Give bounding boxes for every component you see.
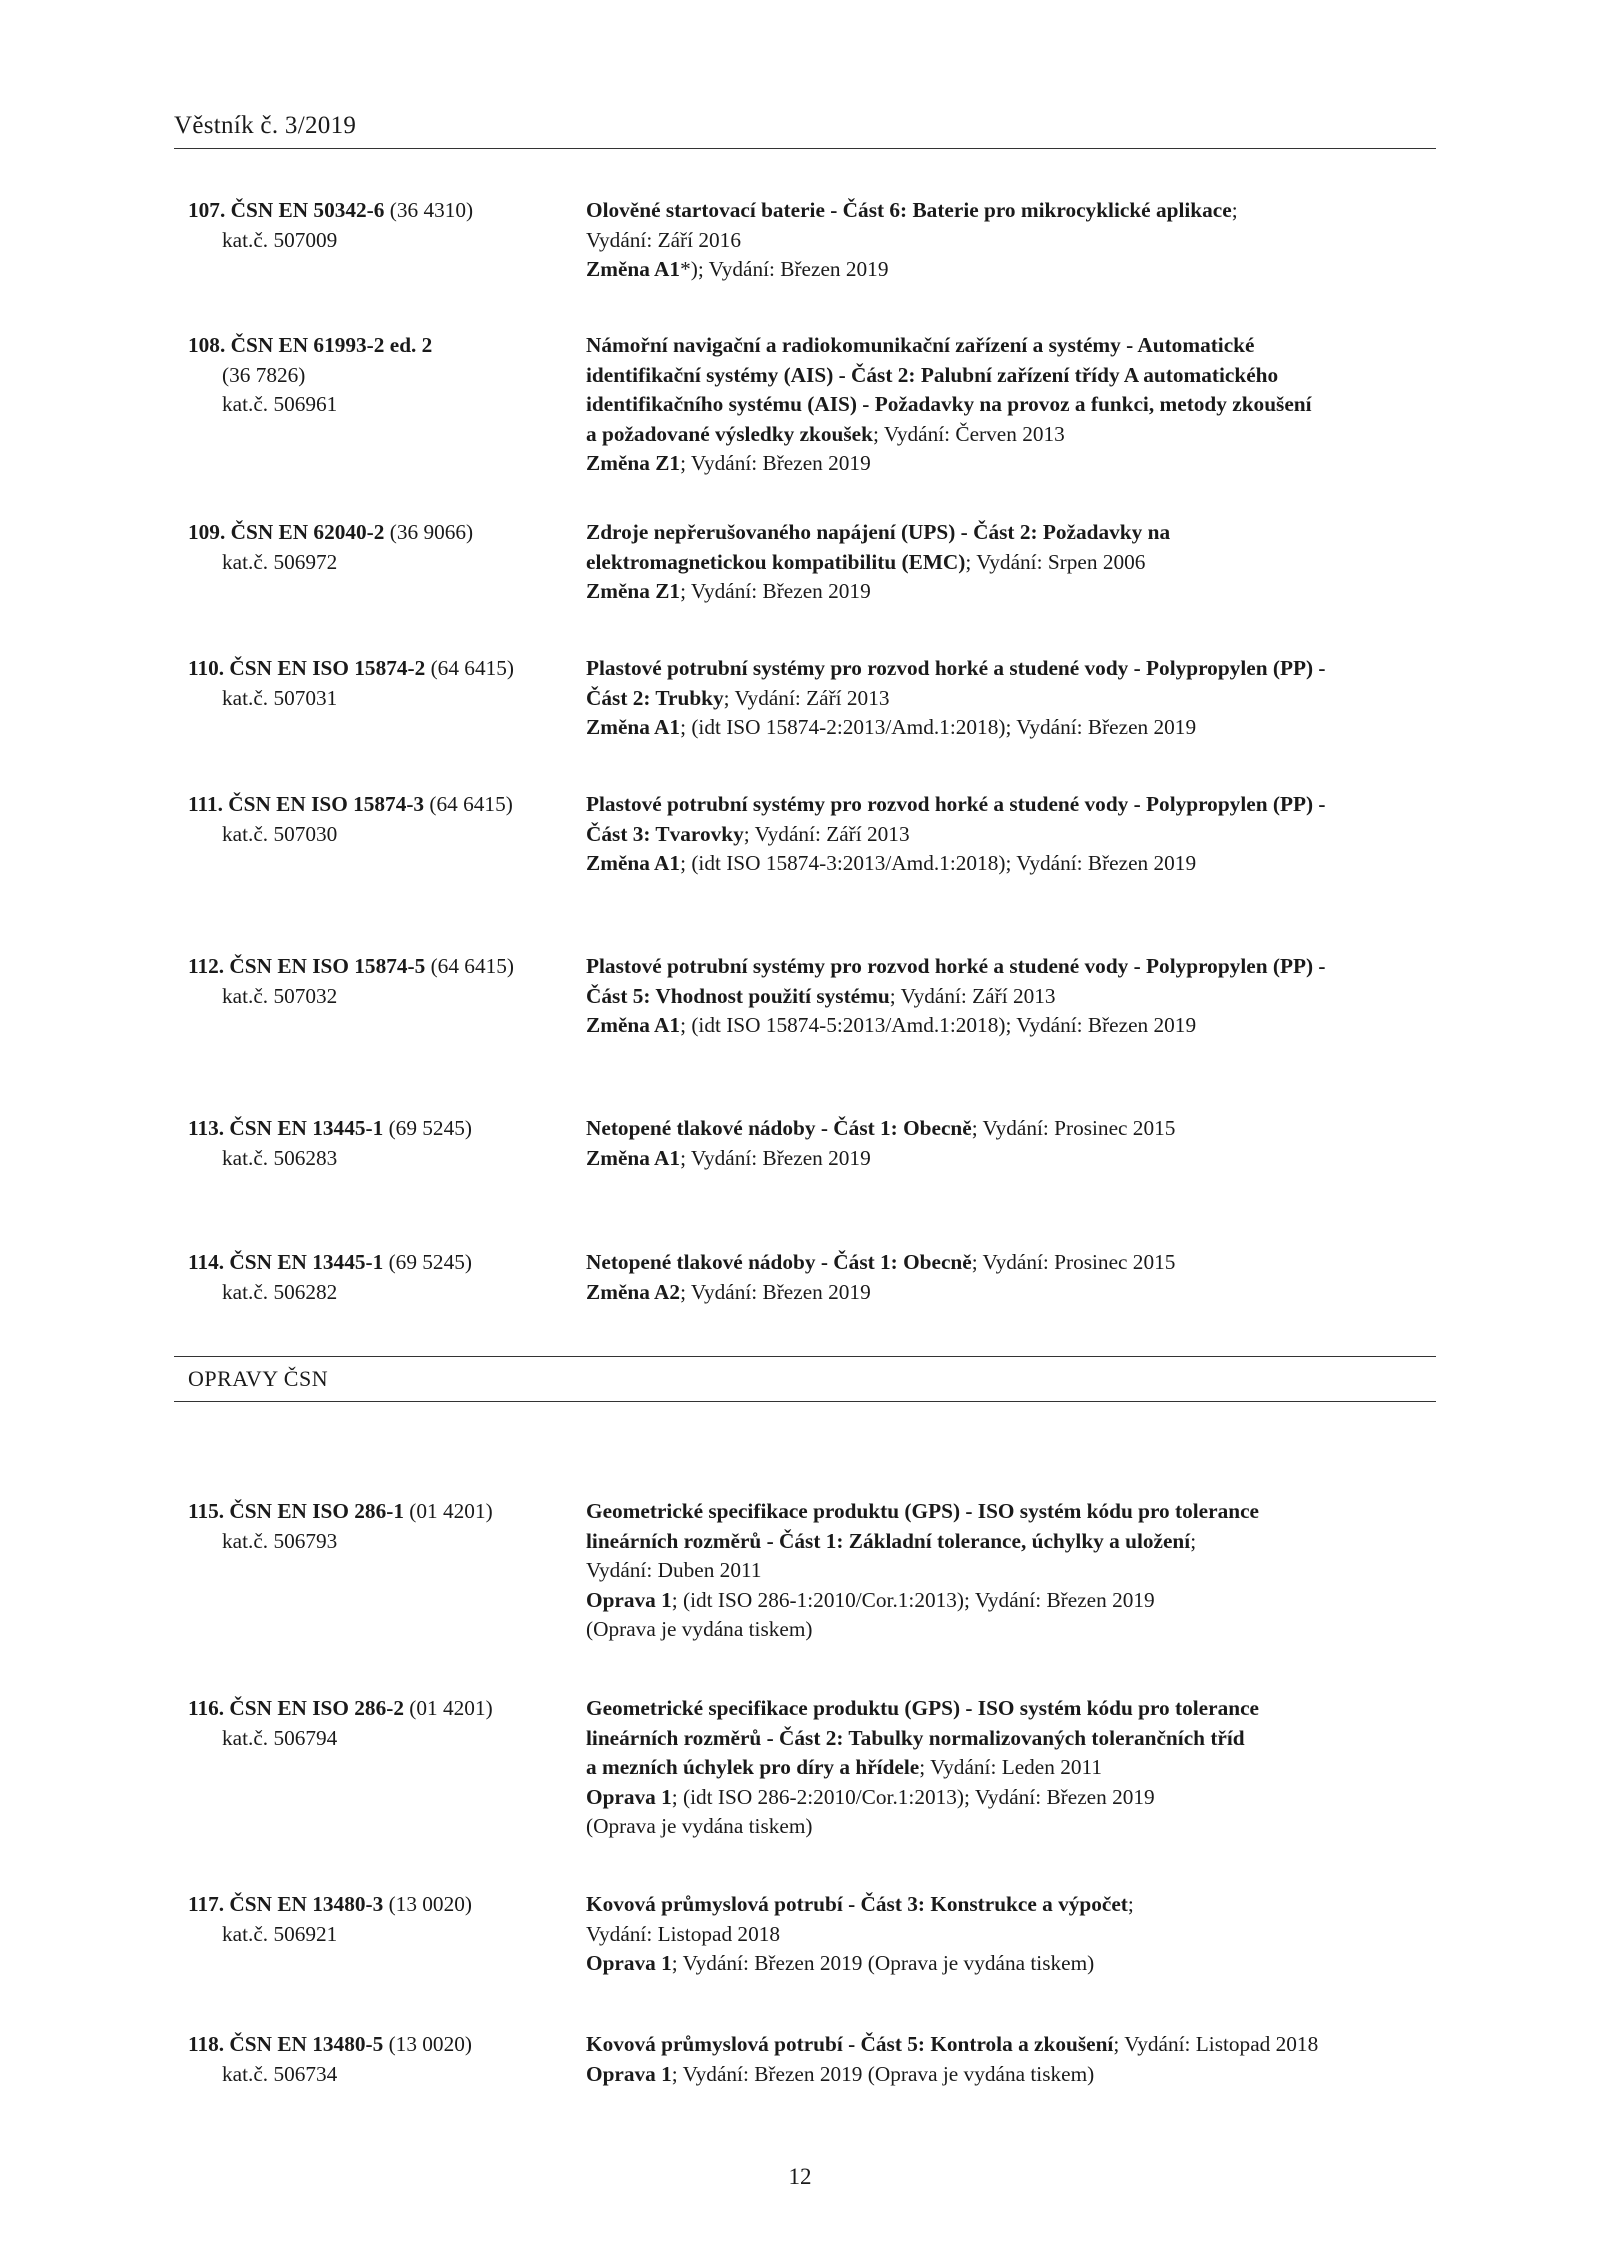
detail-text: (Oprava je vydána tiskem) (586, 1617, 813, 1642)
description-line (586, 1497, 1448, 1527)
detail-text: ; Vydání: Srpen 2006 (965, 549, 1146, 574)
title-text: Oprava 1 (586, 2061, 672, 2086)
title-text: Změna A1 (586, 715, 681, 740)
entry-description (586, 790, 1448, 879)
description-line (586, 420, 1448, 450)
entry-description (586, 196, 1448, 285)
title-text: Kovová průmyslová potrubí - Část 5: Kontrola a zkoušení (586, 2032, 1114, 2056)
entry-identifier (188, 1694, 568, 1753)
entry-description (586, 952, 1448, 1041)
title-text: Geometrické specifikace produktu (GPS) - ISO systém kódu pro tolerance (586, 1696, 1259, 1720)
entry-identifier (188, 1890, 568, 1949)
detail-text: ; Vydání: Září 2013 (723, 685, 890, 710)
class-code: (01 4201) (403, 1696, 493, 1720)
title-text: elektromagnetickou kompatibilitu (EMC) (586, 549, 966, 574)
catalog-number: kat.č. 506794 (222, 1725, 338, 1750)
title-text: Změna Z1 (586, 451, 681, 476)
standard-code: 110. ČSN EN ISO 15874-2 (188, 656, 426, 680)
detail-text: ; Vydání: Září 2013 (743, 821, 910, 846)
catalog-number: kat.č. 507009 (222, 227, 338, 252)
description-line (586, 1248, 1448, 1278)
description-line (586, 713, 1448, 743)
catalog-number: kat.č. 507032 (222, 983, 338, 1008)
description-line (586, 2030, 1448, 2060)
entry-description (586, 1890, 1448, 1979)
description-line (586, 1812, 1448, 1842)
entry-number-line (188, 518, 568, 548)
detail-text: ; Vydání: Červen 2013 (872, 421, 1065, 446)
catalog-number: kat.č. 506282 (222, 1279, 338, 1304)
entry-identifier (188, 654, 568, 713)
description-line (586, 1890, 1448, 1920)
description-line (586, 1949, 1448, 1979)
description-line (586, 654, 1448, 684)
catalog-number: kat.č. 506921 (222, 1921, 338, 1946)
class-code: (13 0020) (383, 2032, 472, 2056)
entry-number-line (188, 790, 568, 820)
entry-number-line (188, 1248, 568, 1278)
detail-text: ; Vydání: Březen 2019 (Oprava je vydána tiskem) (671, 1951, 1095, 1976)
description-line (586, 331, 1448, 361)
description-line (586, 952, 1448, 982)
description-line (586, 820, 1448, 850)
detail-text: ; Vydání: Březen 2019 (680, 579, 871, 604)
entry-identifier (188, 331, 568, 420)
title-text: Změna A1 (586, 1145, 681, 1170)
bulletin-title: Věstník č. 3/2019 (174, 112, 357, 139)
class-code: (01 4201) (403, 1499, 493, 1523)
title-text: Netopené tlakové nádoby - Část 1: Obecně (586, 1250, 972, 1274)
entry-number-line (188, 654, 568, 684)
entry-number-line (188, 331, 568, 361)
detail-text: ; Vydání: Březen 2019 (680, 1279, 871, 1304)
class-code: (69 5245) (383, 1116, 472, 1140)
class-code: (64 6415) (425, 656, 514, 680)
entry-identifier (188, 952, 568, 1011)
description-line (586, 226, 1448, 256)
description-line (586, 1615, 1448, 1645)
title-text: Plastové potrubní systémy pro rozvod horké a studené vody - Polypropylen (PP) - (586, 656, 1326, 680)
entry-number-line (188, 1114, 568, 1144)
detail-text: ; (1127, 1892, 1134, 1916)
title-text: Netopené tlakové nádoby - Část 1: Obecně (586, 1116, 972, 1140)
entry-number-line (188, 2030, 568, 2060)
detail-text: ; (idt ISO 15874-2:2013/Amd.1:2018); Vydání: Březen 2019 (680, 715, 1197, 740)
title-text: Část 5: Vhodnost použití systému (586, 983, 890, 1008)
standard-code: 112. ČSN EN ISO 15874-5 (188, 954, 426, 978)
detail-text: Vydání: Září 2016 (586, 227, 741, 252)
description-line (586, 1586, 1448, 1616)
description-line (586, 1556, 1448, 1586)
entry-description (586, 654, 1448, 743)
catalog-number: kat.č. 506972 (222, 549, 338, 574)
title-text: Oprava 1 (586, 1951, 672, 1976)
title-text: Část 2: Trubky (586, 685, 724, 710)
title-text: Část 3: Tvarovky (586, 821, 744, 846)
page-header (174, 112, 1436, 149)
description-line (586, 1527, 1448, 1557)
title-text: Oprava 1 (586, 1587, 672, 1612)
title-text: Změna A1 (586, 851, 681, 876)
description-line (586, 1694, 1448, 1724)
catalog-number: kat.č. 506793 (222, 1528, 338, 1553)
title-text: Oprava 1 (586, 1784, 672, 1809)
detail-text: ; Vydání: Prosinec 2015 (971, 1116, 1176, 1140)
title-text: Geometrické specifikace produktu (GPS) - ISO systém kódu pro tolerance (586, 1499, 1259, 1523)
detail-text: ; Vydání: Leden 2011 (919, 1755, 1103, 1780)
entry-description (586, 1497, 1448, 1645)
entry-number-line (188, 196, 568, 226)
detail-text: ; Vydání: Prosinec 2015 (971, 1250, 1176, 1274)
standard-code: 114. ČSN EN 13445-1 (188, 1250, 384, 1274)
title-text: lineárních rozměrů - Část 2: Tabulky normalizovaných tolerančních tříd (586, 1725, 1245, 1750)
title-text: Námořní navigační a radiokomunikační zařízení a systémy - Automatické (586, 333, 1255, 357)
description-line (586, 361, 1448, 391)
description-line (586, 684, 1448, 714)
detail-text: ; Vydání: Září 2013 (889, 983, 1056, 1008)
standard-code: 118. ČSN EN 13480-5 (188, 2032, 384, 2056)
description-line (586, 1753, 1448, 1783)
class-code: (69 5245) (383, 1250, 472, 1274)
title-text: Plastové potrubní systémy pro rozvod horké a studené vody - Polypropylen (PP) - (586, 792, 1326, 816)
detail-text: ; Vydání: Březen 2019 (Oprava je vydána tiskem) (671, 2061, 1095, 2086)
entry-identifier (188, 1248, 568, 1307)
description-line (586, 2060, 1448, 2090)
entry-identifier (188, 1497, 568, 1556)
standard-code: 117. ČSN EN 13480-3 (188, 1892, 384, 1916)
standard-code: 116. ČSN EN ISO 286-2 (188, 1696, 404, 1720)
description-line (586, 577, 1448, 607)
description-line (586, 1920, 1448, 1950)
standard-code: 113. ČSN EN 13445-1 (188, 1116, 384, 1140)
detail-text: ; (idt ISO 286-1:2010/Cor.1:2013); Vydání: Březen 2019 (671, 1587, 1155, 1612)
catalog-number: kat.č. 506734 (222, 2061, 338, 2086)
class-code: (36 7826) (222, 362, 306, 387)
title-text: Olověné startovací baterie - Část 6: Baterie pro mikrocyklické aplikace (586, 198, 1232, 222)
entry-identifier (188, 2030, 568, 2089)
entry-description (586, 1694, 1448, 1842)
detail-text: ; (idt ISO 15874-3:2013/Amd.1:2018); Vydání: Březen 2019 (680, 851, 1197, 876)
class-code: (36 4310) (384, 198, 474, 222)
class-code: (64 6415) (425, 954, 514, 978)
description-line (586, 1724, 1448, 1754)
detail-text: ; (1231, 198, 1238, 222)
title-text: Změna A1 (586, 257, 681, 282)
entry-identifier (188, 1114, 568, 1173)
standard-code: 109. ČSN EN 62040-2 (188, 520, 385, 544)
class-code: (36 9066) (384, 520, 474, 544)
detail-text: Vydání: Duben 2011 (586, 1558, 762, 1583)
entry-description (586, 2030, 1448, 2089)
entry-description (586, 1248, 1448, 1307)
description-line (586, 1011, 1448, 1041)
description-line (586, 849, 1448, 879)
description-line (586, 390, 1448, 420)
detail-text: ; Vydání: Listopad 2018 (1113, 2032, 1319, 2056)
entry-description (586, 1114, 1448, 1173)
standard-code: 107. ČSN EN 50342-6 (188, 198, 385, 222)
title-text: identifikačního systému (AIS) - Požadavky na provoz a funkci, metody zkoušení (586, 392, 1312, 417)
standard-code: 111. ČSN EN ISO 15874-3 (188, 792, 425, 816)
entry-description (586, 518, 1448, 607)
description-line (586, 449, 1448, 479)
entry-number-line (188, 952, 568, 982)
description-line (586, 255, 1448, 285)
description-line (586, 1783, 1448, 1813)
detail-text: ; (idt ISO 286-2:2010/Cor.1:2013); Vydání: Březen 2019 (671, 1784, 1155, 1809)
catalog-number: kat.č. 507030 (222, 821, 338, 846)
detail-text: ; (idt ISO 15874-5:2013/Amd.1:2018); Vydání: Březen 2019 (680, 1013, 1197, 1038)
catalog-number: kat.č. 507031 (222, 685, 338, 710)
page-number: 12 (788, 2164, 812, 2189)
detail-text: ; (1190, 1528, 1197, 1553)
title-text: a požadované výsledky zkoušek (586, 421, 873, 446)
entry-description (586, 331, 1448, 479)
title-text: lineárních rozměrů - Část 1: Základní tolerance, úchylky a uložení (586, 1528, 1191, 1553)
entry-identifier (188, 196, 568, 255)
title-text: Změna A2 (586, 1279, 681, 1304)
description-line (586, 982, 1448, 1012)
title-text: identifikační systémy (AIS) - Část 2: Palubní zařízení třídy A automatického (586, 362, 1279, 387)
standard-code: 115. ČSN EN ISO 286-1 (188, 1499, 404, 1523)
description-line (586, 1278, 1448, 1308)
description-line (586, 518, 1448, 548)
entry-identifier (188, 790, 568, 849)
description-line (586, 790, 1448, 820)
entry-number-line (188, 1497, 568, 1527)
entry-identifier (188, 518, 568, 577)
title-text: Změna Z1 (586, 579, 681, 604)
title-text: Kovová průmyslová potrubí - Část 3: Konstrukce a výpočet (586, 1892, 1128, 1916)
class-code: (64 6415) (424, 792, 513, 816)
detail-text: ; Vydání: Březen 2019 (680, 451, 871, 476)
detail-text: ; Vydání: Březen 2019 (680, 1145, 871, 1170)
description-line (586, 196, 1448, 226)
detail-text: *); Vydání: Březen 2019 (680, 257, 889, 282)
standard-code: 108. ČSN EN 61993-2 ed. 2 (188, 333, 433, 357)
catalog-number: kat.č. 506283 (222, 1145, 338, 1170)
title-text: Zdroje nepřerušovaného napájení (UPS) - Část 2: Požadavky na (586, 520, 1171, 544)
entry-number-line (188, 1890, 568, 1920)
title-text: Plastové potrubní systémy pro rozvod horké a studené vody - Polypropylen (PP) - (586, 954, 1326, 978)
detail-text: Vydání: Listopad 2018 (586, 1921, 781, 1946)
title-text: Změna A1 (586, 1013, 681, 1038)
detail-text: (Oprava je vydána tiskem) (586, 1814, 813, 1839)
entry-number-line (188, 1694, 568, 1724)
catalog-number: kat.č. 506961 (222, 392, 338, 417)
section-title: OPRAVY ČSN (188, 1366, 329, 1391)
class-code: (13 0020) (383, 1892, 472, 1916)
description-line (586, 1144, 1448, 1174)
title-text: a mezních úchylek pro díry a hřídele (586, 1755, 920, 1780)
section-heading (174, 1356, 1436, 1402)
description-line (586, 548, 1448, 578)
description-line (586, 1114, 1448, 1144)
